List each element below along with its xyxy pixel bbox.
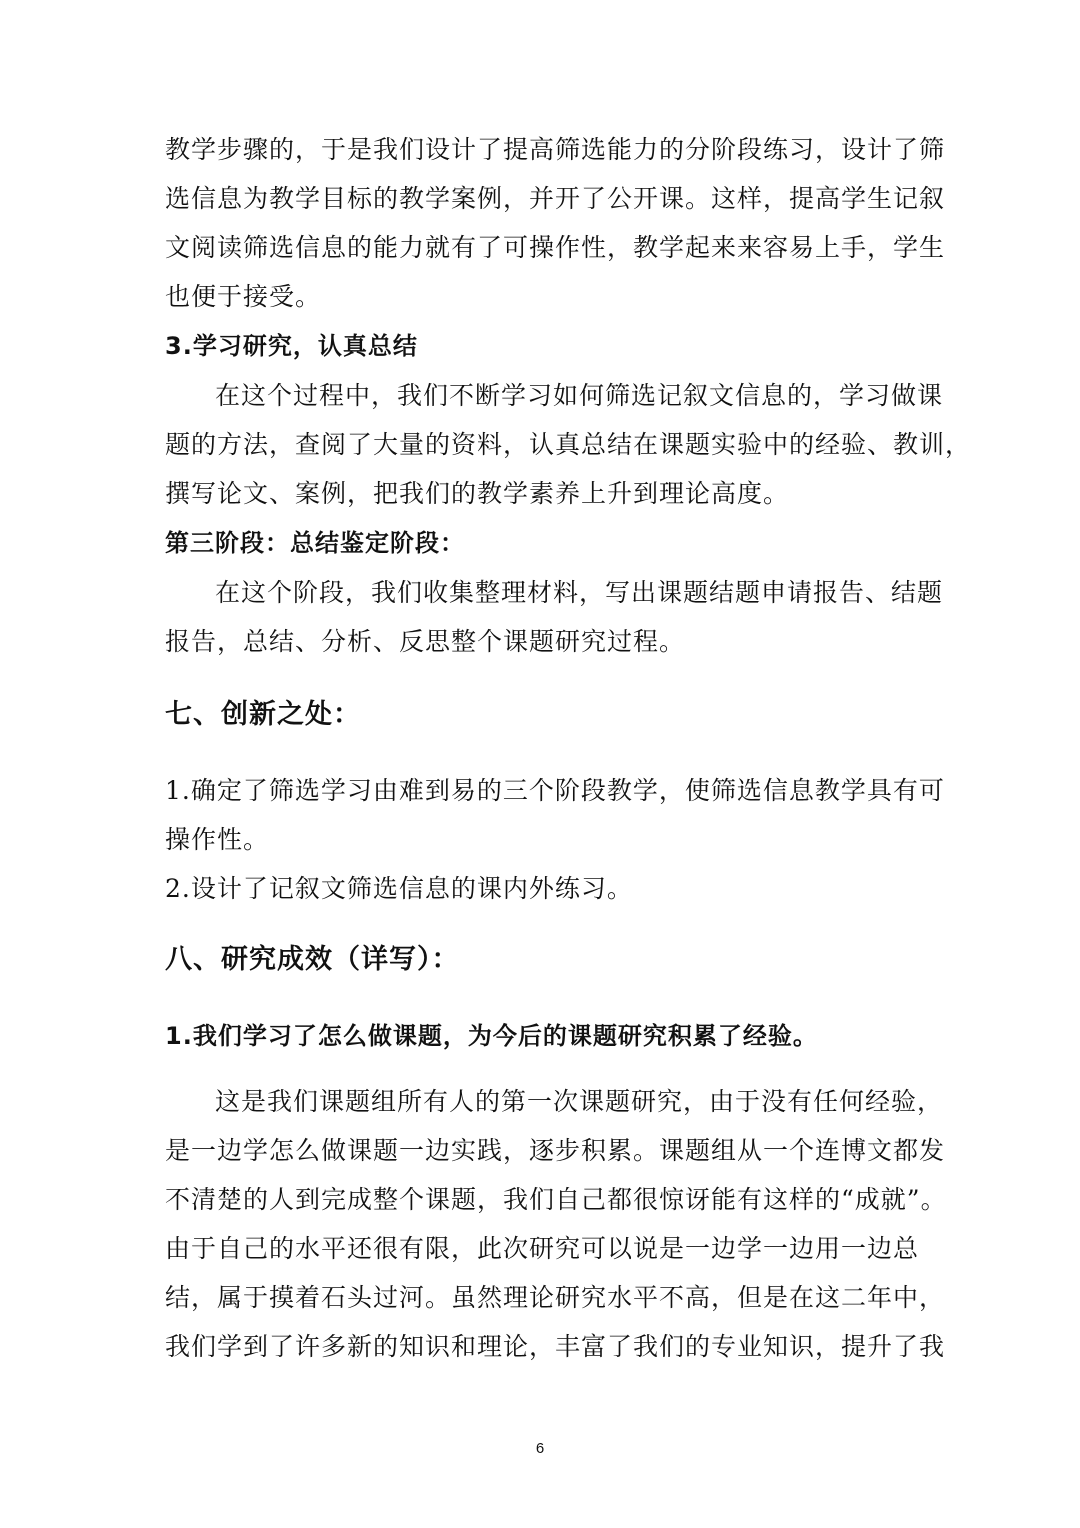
subheading-result1: 1.我们学习了怎么做课题，为今后的课题研究积累了经验。	[165, 1022, 818, 1050]
list-item: 2.设计了记叙文筛选信息的课内外练习。	[165, 874, 633, 903]
section-heading-results: 八、研究成效（详写）：	[165, 944, 460, 975]
subheading-stage3: 第三阶段：总结鉴定阶段：	[165, 529, 465, 557]
text-line: 也便于接受。	[165, 282, 322, 311]
list-item: 1.确定了筛选学习由难到易的三个阶段教学，使筛选信息教学具有可	[165, 776, 945, 805]
text-line: 在这个过程中，我们不断学习如何筛选记叙文信息的，学习做课	[215, 381, 944, 410]
text-line: 教学步骤的，于是我们设计了提高筛选能力的分阶段练习，设计了筛	[165, 135, 946, 164]
text-line: 选信息为教学目标的教学案例，并开了公开课。这样，提高学生记叙	[165, 184, 946, 213]
text-line: 文阅读筛选信息的能力就有了可操作性，教学起来来容易上手，学生	[165, 233, 946, 262]
subheading-study: 3.学习研究，认真总结	[165, 332, 418, 360]
text-line: 题的方法，查阅了大量的资料，认真总结在课题实验中的经验、教训，	[165, 430, 972, 459]
text-line: 我们学到了许多新的知识和理论，丰富了我们的专业知识，提升了我	[165, 1332, 946, 1361]
text-line: 撰写论文、案例，把我们的教学素养上升到理论高度。	[165, 479, 790, 508]
section-heading-innovation: 七、创新之处：	[165, 699, 361, 730]
text-line: 不清楚的人到完成整个课题，我们自己都很惊讶能有这样的“成就”。	[165, 1185, 947, 1214]
text-line: 在这个阶段，我们收集整理材料，写出课题结题申请报告、结题	[215, 578, 944, 607]
text-line: 由于自己的水平还很有限，此次研究可以说是一边学一边用一边总	[165, 1234, 920, 1263]
text-line: 报告，总结、分析、反思整个课题研究过程。	[165, 627, 686, 656]
text-line: 是一边学怎么做课题一边实践，逐步积累。课题组从一个连博文都发	[165, 1136, 946, 1165]
text-line: 这是我们课题组所有人的第一次课题研究，由于没有任何经验，	[215, 1087, 944, 1116]
text-line: 操作性。	[165, 825, 270, 854]
page-number: 6	[535, 1440, 545, 1457]
text-line: 结，属于摸着石头过河。虽然理论研究水平不高，但是在这二年中，	[165, 1283, 946, 1312]
